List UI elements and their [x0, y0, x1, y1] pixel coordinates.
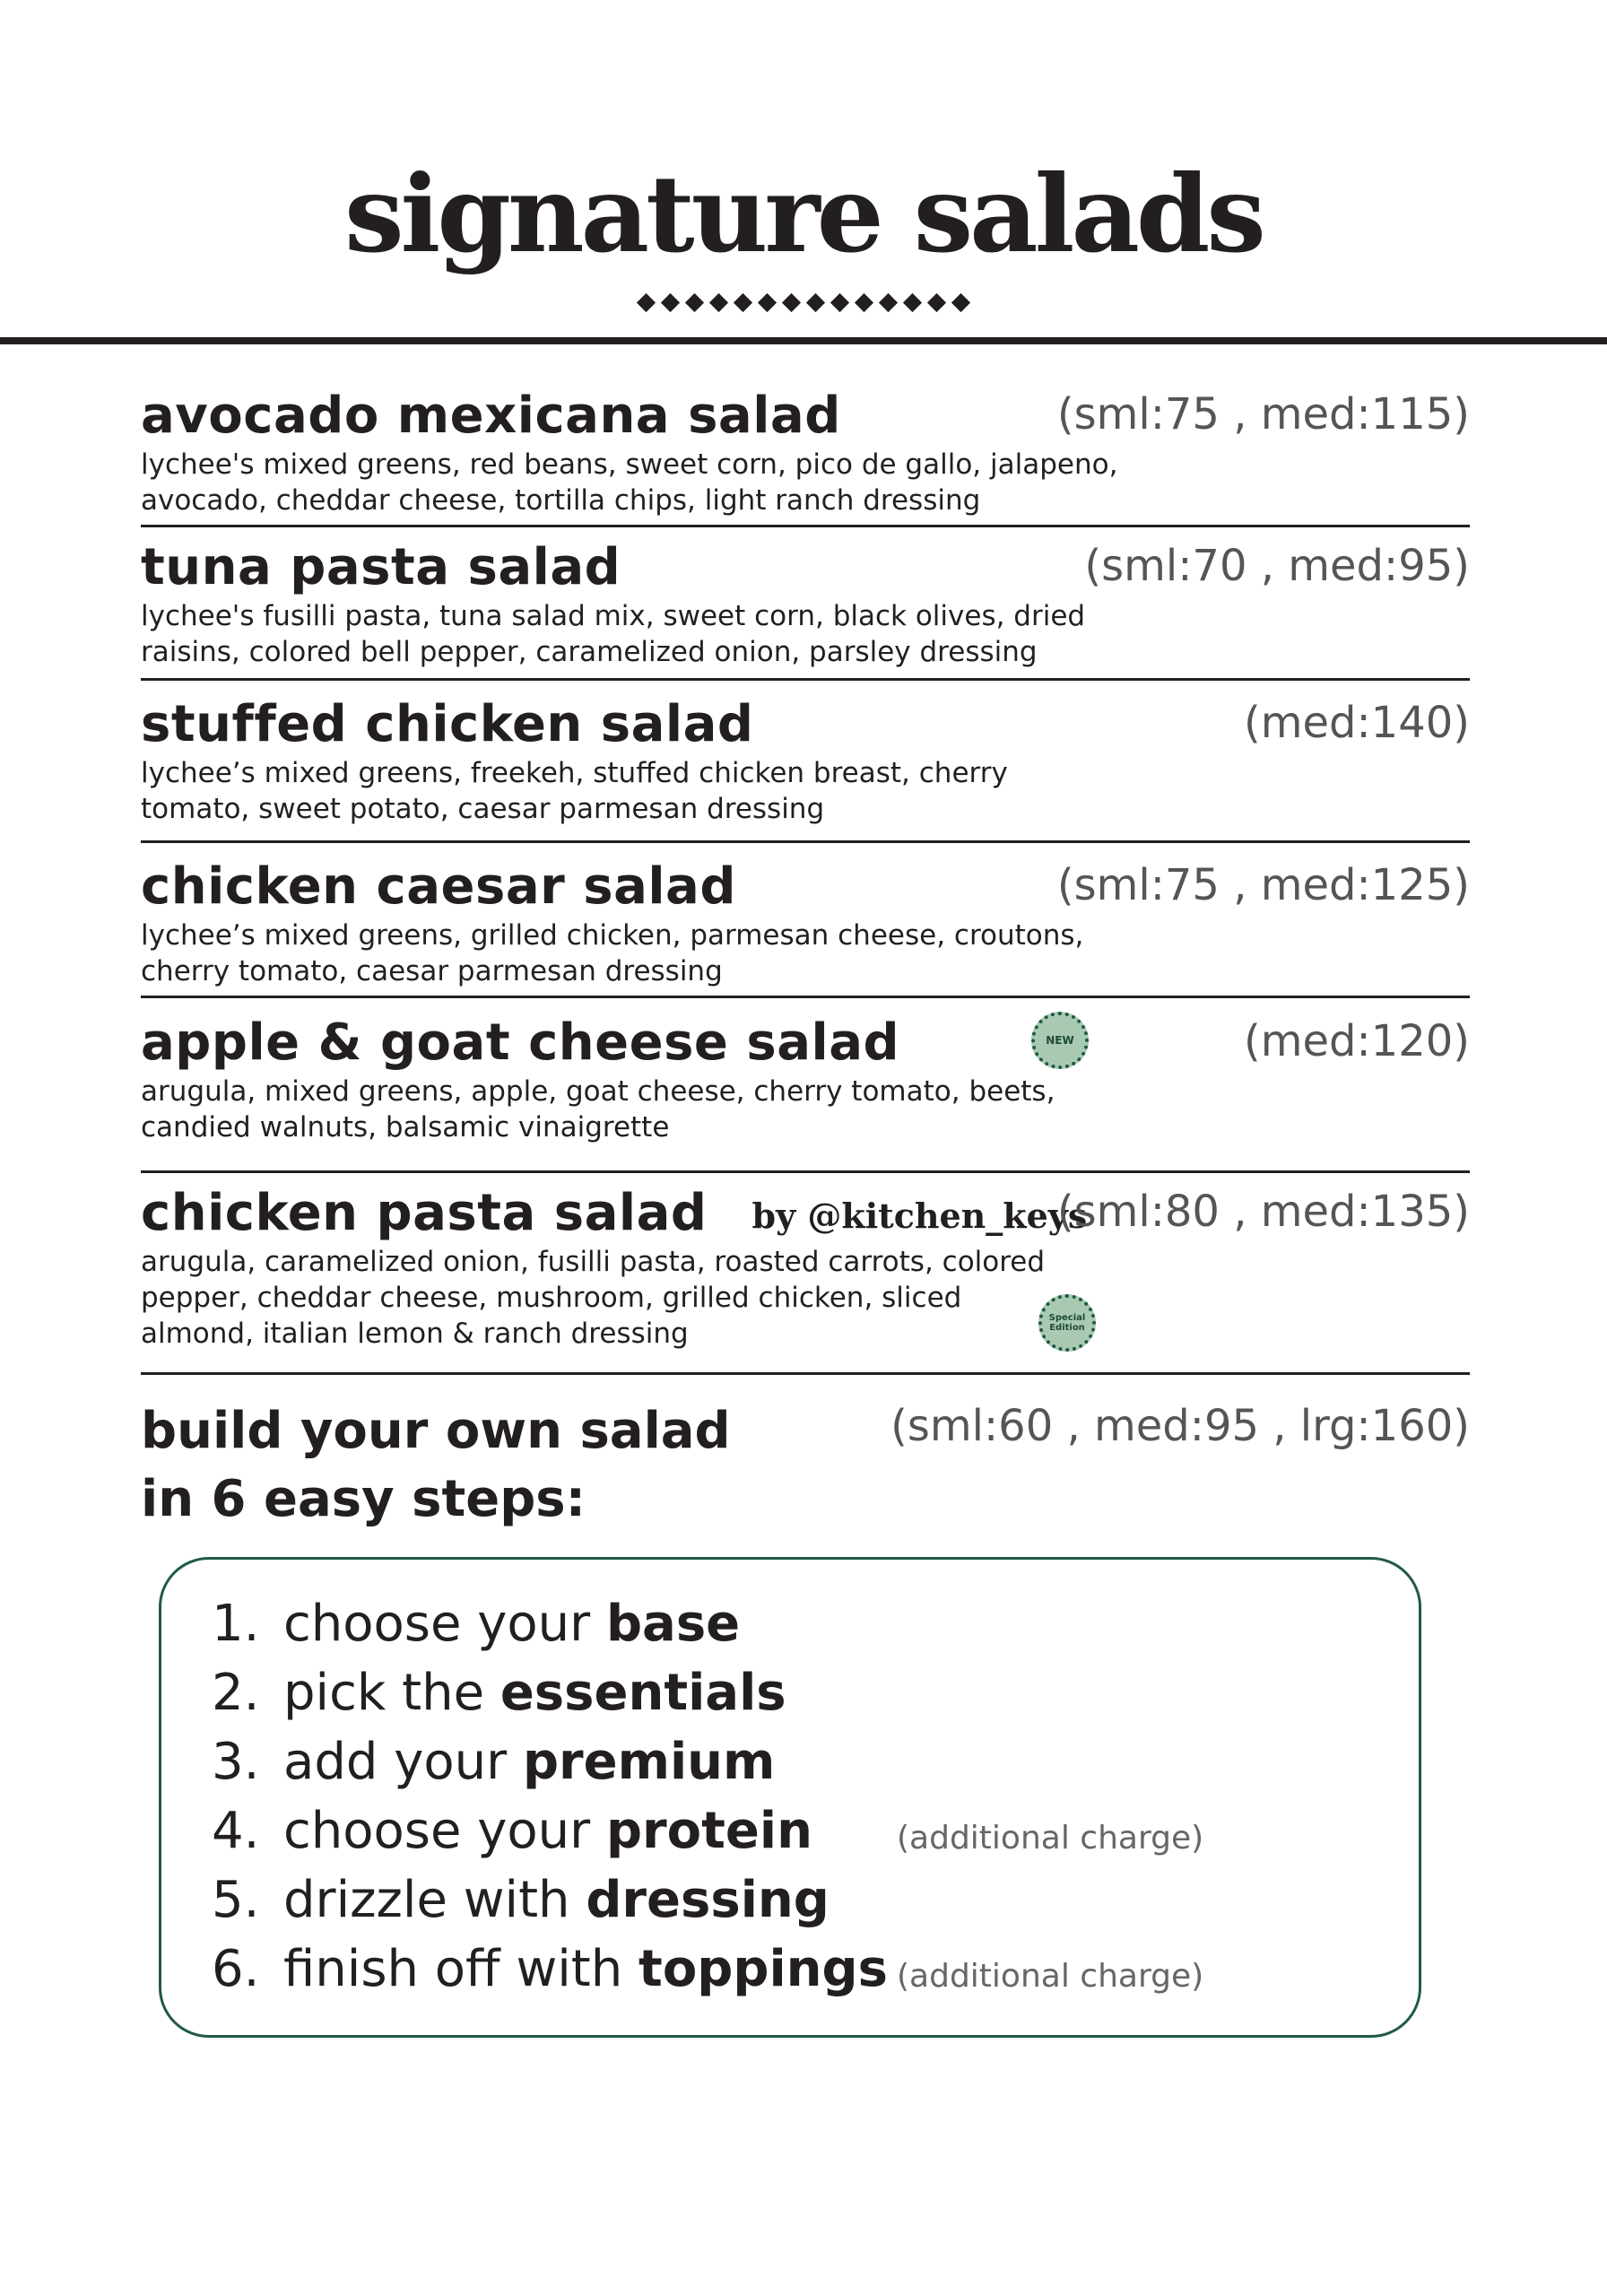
item-description: lychee’s mixed greens, grilled chicken, parmesan cheese, croutons, cherry tomato, caesar parmesan dressing: [141, 919, 1084, 987]
item-name: avocado mexicana salad: [141, 387, 841, 445]
item-description: lychee's fusilli pasta, tuna salad mix, sweet corn, black olives, dried raisins, colored bell pepper, caramelized onion, parsley dressing: [141, 600, 1086, 668]
step-2: 2. pick the essentials: [212, 1664, 786, 1722]
item-description: arugula, caramelized onion, fusilli pasta, roasted carrots, colored pepper, cheddar cheese, mushroom, grilled chicken, sliced almond, italian lemon & ranch dressing: [141, 1246, 1046, 1350]
item-divider: [141, 840, 1470, 843]
menu-item-chicken-caesar: [141, 857, 1470, 989]
item-name: chicken caesar salad: [141, 857, 736, 916]
item-name: chicken pasta salad by @kitchen_keys: [141, 1184, 1088, 1242]
item-divider: [141, 678, 1470, 681]
item-price: (sml:80 , med:135): [1056, 1187, 1470, 1237]
item-name: stuffed chicken salad: [141, 695, 754, 753]
item-price: (sml:75 , med:115): [1056, 389, 1470, 439]
item-price: (sml:70 , med:95): [1084, 541, 1470, 591]
menu-item-chicken-pasta: [141, 1184, 1470, 1352]
item-price: (sml:75 , med:125): [1056, 860, 1470, 910]
item-price: (med:120): [1244, 1016, 1470, 1066]
step-5: 5. drizzle with dressing: [212, 1871, 830, 1929]
special-edition-badge: Special Edition: [1038, 1294, 1096, 1352]
item-description: lychee's mixed greens, red beans, sweet corn, pico de gallo, jalapeno, avocado, cheddar cheese, tortilla chips, light ranch dressing: [141, 448, 1118, 517]
item-price: (med:140): [1244, 698, 1470, 748]
step-3: 3. add your premium: [212, 1733, 776, 1791]
menu-item-tuna-pasta: [141, 538, 1470, 670]
menu-item-avocado-mexicana: [141, 387, 1470, 518]
item-divider: [141, 525, 1470, 527]
steps-box: [159, 1557, 1421, 2038]
item-name: tuna pasta salad: [141, 538, 621, 596]
item-byline: by @kitchen_keys: [751, 1195, 1088, 1236]
item-description: lychee’s mixed greens, freekeh, stuffed chicken breast, cherry tomato, sweet potato, caesar parmesan dressing: [141, 757, 1008, 825]
new-badge: NEW: [1031, 1012, 1089, 1069]
step-4-note: (additional charge): [897, 1820, 1204, 1857]
item-description: arugula, mixed greens, apple, goat cheese, cherry tomato, beets, candied walnuts, balsamic vinaigrette: [141, 1075, 1055, 1144]
step-6: 6. finish off with toppings: [212, 1940, 888, 1998]
step-1: 1. choose your base: [212, 1595, 741, 1653]
item-divider: [141, 996, 1470, 998]
top-divider: [0, 337, 1607, 344]
page-title: signature salads: [344, 152, 1263, 276]
menu-item-stuffed-chicken: [141, 695, 1470, 827]
menu-item-apple-goat-cheese: [141, 1013, 1470, 1145]
item-divider: [141, 1170, 1470, 1173]
build-your-own-price: (sml:60 , med:95 , lrg:160): [890, 1401, 1470, 1451]
item-divider: [141, 1372, 1470, 1375]
step-6-note: (additional charge): [897, 1958, 1204, 1995]
diamond-divider: [0, 296, 1607, 309]
step-4: 4. choose your protein: [212, 1802, 812, 1860]
build-your-own-title: build your own salad in 6 easy steps:: [141, 1402, 731, 1528]
item-name: apple & goat cheese salad: [141, 1013, 900, 1072]
